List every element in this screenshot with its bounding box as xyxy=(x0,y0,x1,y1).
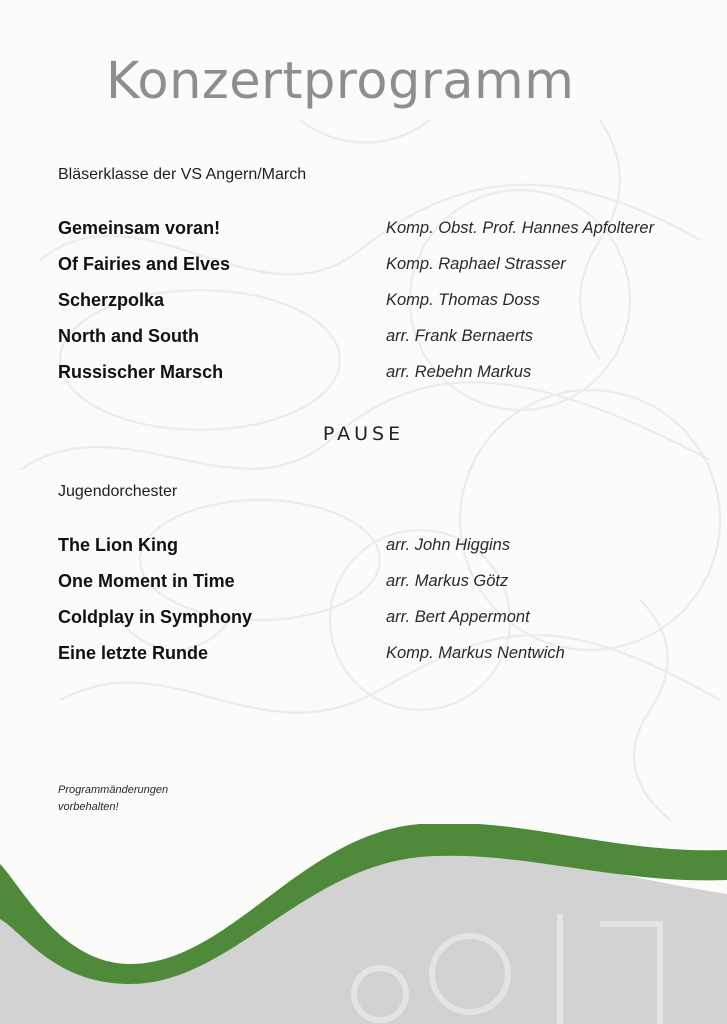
piece-title: The Lion King xyxy=(58,535,178,555)
piece-title: North and South xyxy=(58,326,199,346)
piece-title: One Moment in Time xyxy=(58,571,235,591)
list-item xyxy=(58,362,698,398)
program-list-blaeserklasse xyxy=(58,218,698,398)
piece-credit: arr. John Higgins xyxy=(386,536,511,554)
list-item xyxy=(58,218,698,254)
footer-gray-fill xyxy=(0,853,727,1024)
program-list-jugendorchester xyxy=(58,535,698,679)
list-item xyxy=(58,290,698,326)
piece-credit: arr. Rebehn Markus xyxy=(386,363,532,381)
section-label-blaeserklasse: Bläserklasse der VS Angern/March xyxy=(58,166,307,183)
piece-title: Scherzpolka xyxy=(58,290,165,310)
note-line-1: Programmänderungen xyxy=(58,784,169,796)
list-item xyxy=(58,254,698,290)
piece-credit: Komp. Obst. Prof. Hannes Apfolterer xyxy=(386,219,655,237)
piece-title: Of Fairies and Elves xyxy=(58,254,231,274)
list-item xyxy=(58,607,698,643)
piece-credit: arr. Markus Götz xyxy=(386,572,509,590)
piece-credit: Komp. Thomas Doss xyxy=(386,291,541,309)
program-change-note xyxy=(58,782,218,816)
piece-title: Eine letzte Runde xyxy=(58,643,209,663)
pause-heading: PAUSE xyxy=(322,423,405,445)
piece-title: Coldplay in Symphony xyxy=(58,607,253,627)
piece-credit: arr. Frank Bernaerts xyxy=(386,327,534,345)
piece-title: Gemeinsam voran! xyxy=(58,218,221,238)
page-title: Konzertprogramm xyxy=(106,52,575,111)
piece-credit: Komp. Raphael Strasser xyxy=(386,255,566,273)
list-item xyxy=(58,571,698,607)
section-label-jugendorchester: Jugendorchester xyxy=(58,483,178,500)
piece-credit: Komp. Markus Nentwich xyxy=(386,644,565,662)
note-line-2: vorbehalten! xyxy=(58,801,119,813)
piece-credit: arr. Bert Appermont xyxy=(386,608,530,626)
list-item xyxy=(58,535,698,571)
footer-wave-decoration xyxy=(0,824,727,1024)
list-item xyxy=(58,643,698,679)
list-item xyxy=(58,326,698,362)
piece-title: Russischer Marsch xyxy=(58,362,224,382)
